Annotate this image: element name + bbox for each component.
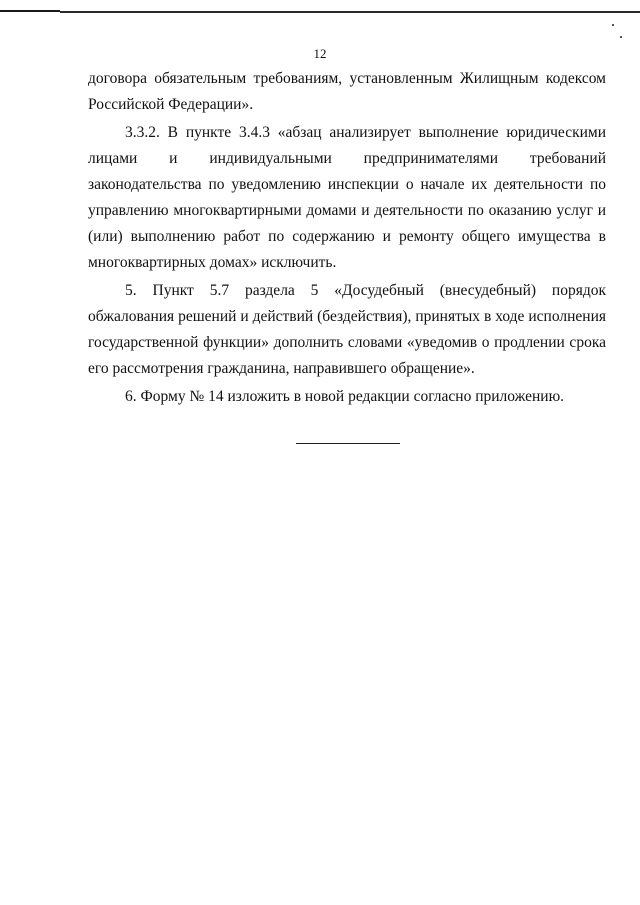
scan-speck — [620, 36, 622, 38]
end-of-text-rule — [296, 443, 400, 444]
paragraph-continuation: договора обязательным требованиям, установленным Жилищным кодексом Российской Федерации». — [88, 70, 606, 113]
paragraph-6: 6. Форму № 14 изложить в новой редакции согласно приложению. — [125, 388, 565, 405]
document-body — [88, 66, 606, 410]
scan-top-edge-left — [0, 10, 60, 12]
paragraph-5: 5. Пункт 5.7 раздела 5 «Досудебный (внесудебный) порядок обжалования решений и действий (бездействия), принятых в ходе исполнения государственной функции» дополнить словами «уведомив о продлении срока его рассмотрения гражданина, направившего обращение». — [88, 282, 606, 377]
paragraph-3-3-2: 3.3.2. В пункте 3.4.3 «абзац анализирует выполнение юридическими лицами и индивидуальными предпринимателями требований законодательства по уведомлению инспекции о начале их деятельности по управлению многоквартирными домами и деятельности по оказанию услуг и (или) выполнению работ по содержанию и ремонту общего имущества в многоквартирных домах» исключить. — [88, 124, 606, 271]
page-number: 12 — [313, 46, 327, 61]
scan-speck — [612, 24, 614, 26]
scan-top-edge — [60, 11, 640, 13]
